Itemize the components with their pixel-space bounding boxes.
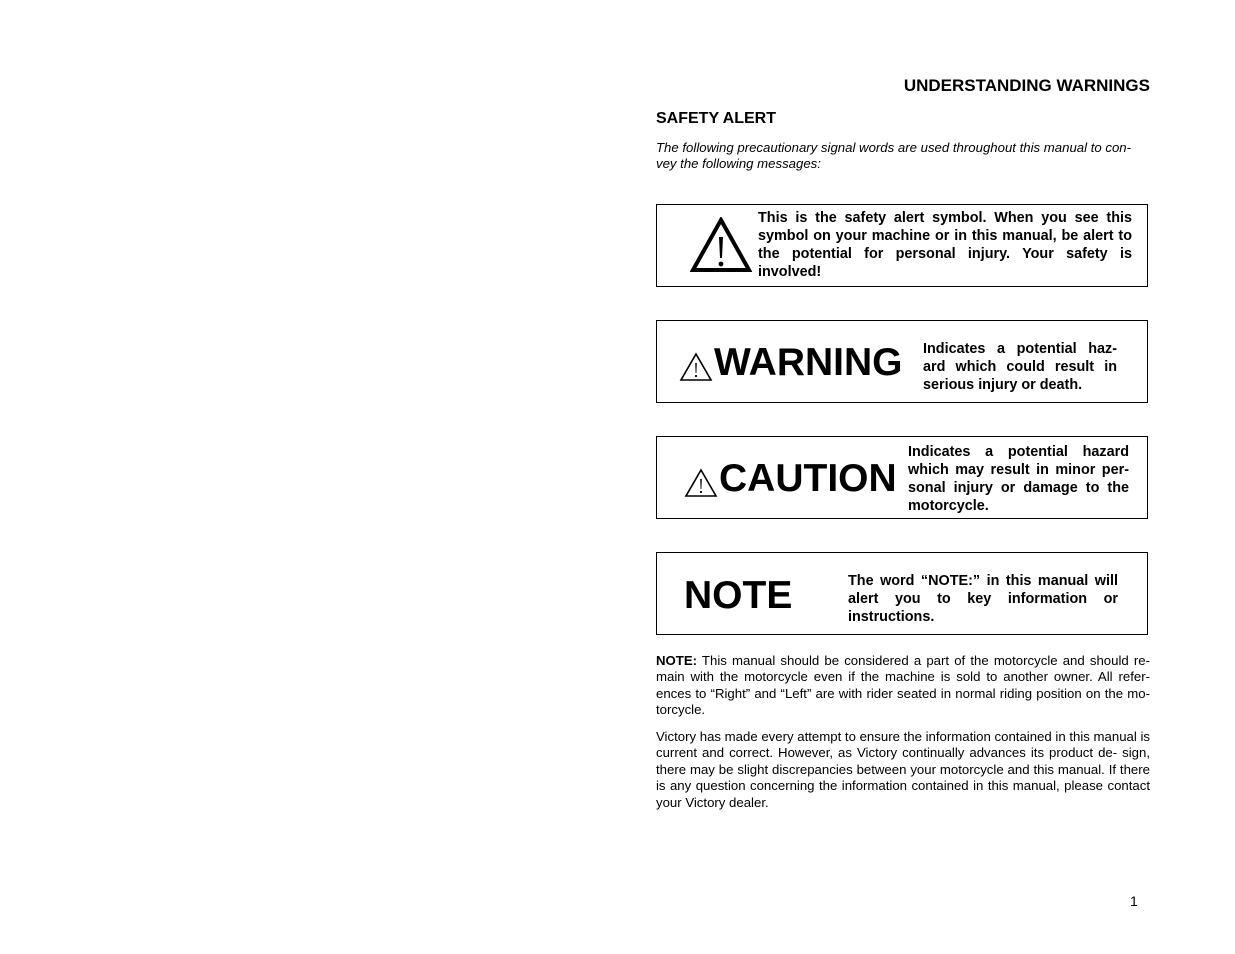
warning-box — [656, 320, 1148, 403]
caution-text: Indicates a potential hazard which may result in minor per- sonal injury or damage to the motorcycle. — [908, 444, 1129, 514]
warning-text: Indicates a potential haz- ard which could result in serious injury or death. — [923, 341, 1117, 393]
warning-word: WARNING — [714, 341, 903, 384]
victory-paragraph: Victory has made every attempt to ensure the information contained in this manual is current and correct. However, as Victory continually advances its product de- sign, there may be slight discrepancies between your motorcycle and this manual. If there is any question concerning the information contained in this manual, please contact your Victory dealer. — [656, 729, 1150, 810]
note-paragraph — [656, 653, 1150, 719]
note-label: NOTE: — [656, 653, 698, 668]
intro-text — [656, 140, 1150, 172]
note-word: NOTE — [684, 574, 793, 617]
page-title: UNDERSTANDING WARNINGS — [903, 76, 1150, 95]
safety-symbol-text: This is the safety alert symbol. When you see this symbol on your machine or in this manual, be alert to the potential for personal injury. Your safety is involved! — [758, 210, 1132, 280]
section-title: SAFETY ALERT — [656, 110, 777, 127]
note-text: The word “NOTE:” in this manual will alert you to key information or instructions. — [848, 573, 1118, 625]
caution-box — [656, 436, 1148, 519]
note-box — [656, 552, 1148, 635]
caution-word: CAUTION — [719, 457, 897, 500]
caution-triangle-icon — [684, 468, 718, 498]
safety-symbol-box — [656, 204, 1148, 287]
note-paragraph-text: This manual should be considered a part of the motorcycle and should re- main with the motorcycle even if the machine is sold to another owner. All refer- ences to “Right” and “Left” are with rider seated in normal riding position on the mo- torcycle. — [656, 653, 1150, 718]
warning-triangle-icon — [679, 352, 713, 382]
intro-line-2: vey the following messages: — [656, 156, 821, 171]
safety-alert-icon — [690, 217, 752, 273]
page-number: 1 — [1130, 893, 1138, 909]
intro-line-1: The following precautionary signal words are used throughout this manual to con- — [656, 140, 1132, 155]
